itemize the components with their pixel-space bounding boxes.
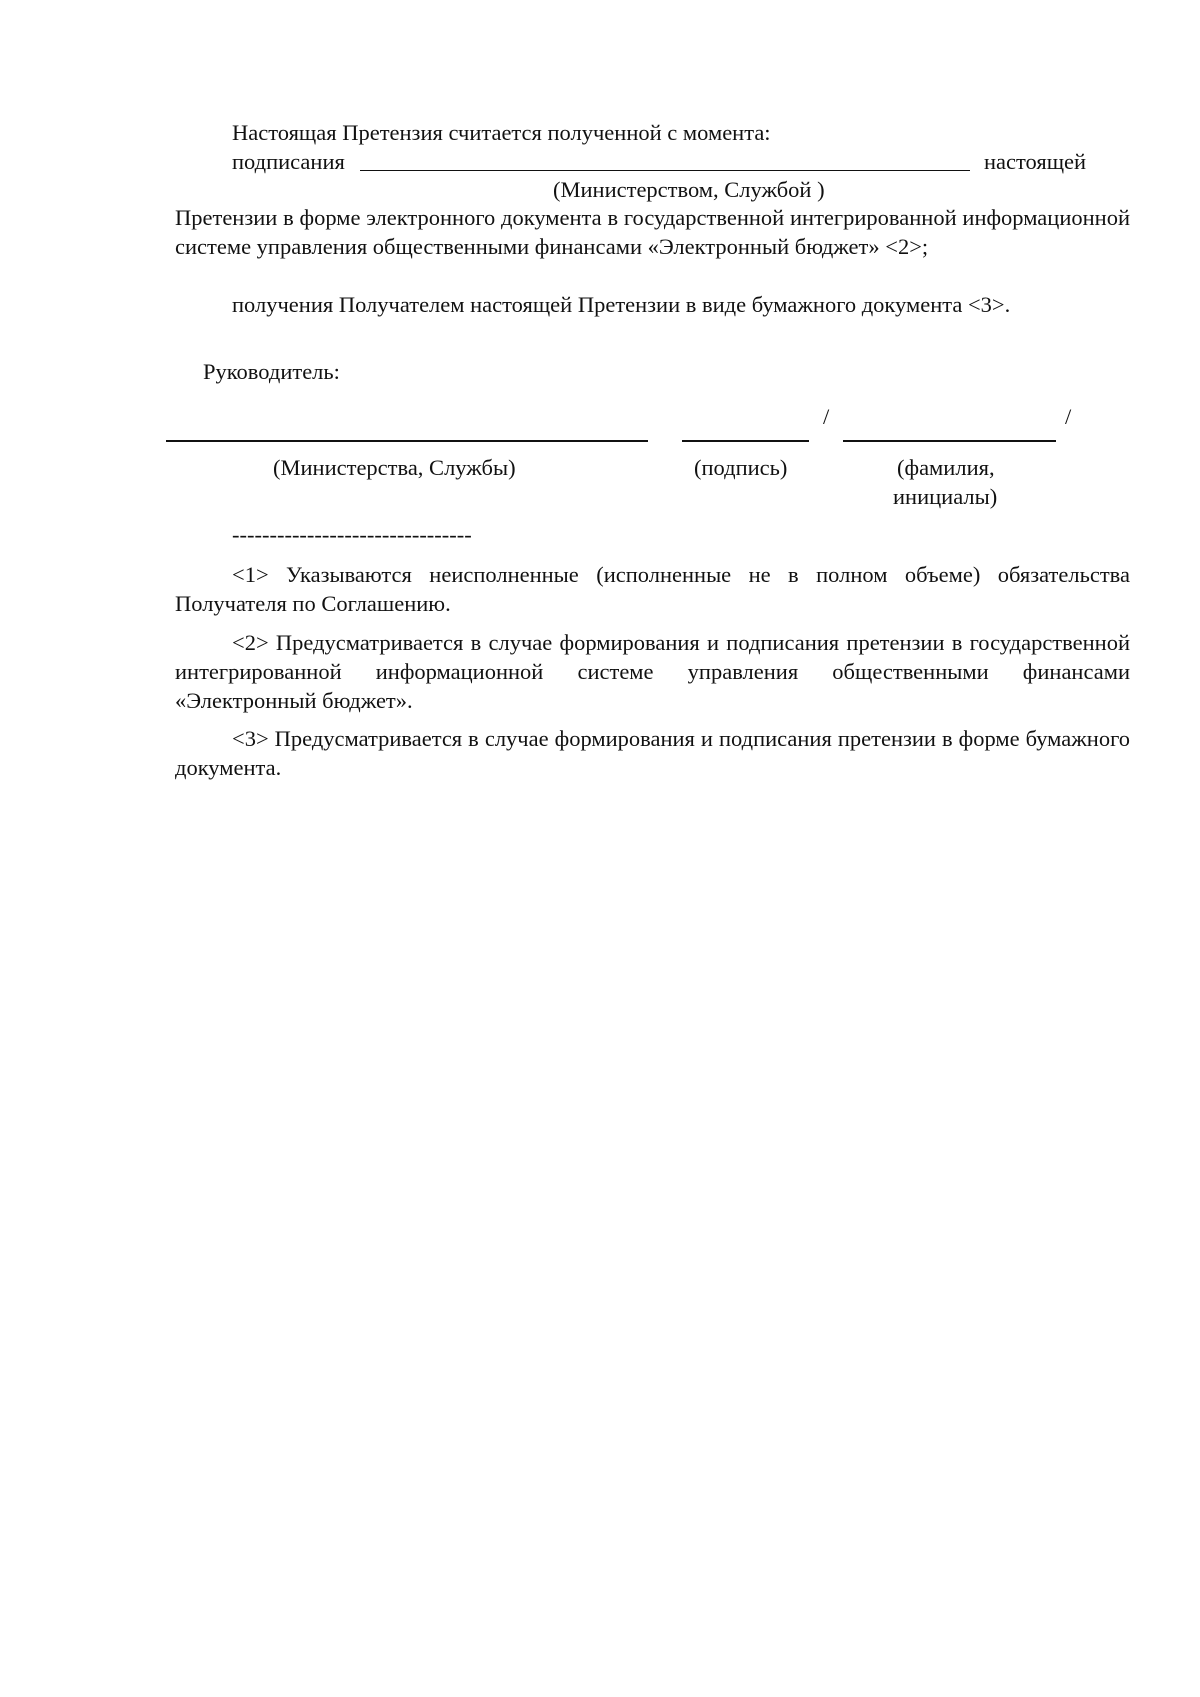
signing-hint: (Министерством, Службой ) — [553, 177, 825, 202]
slash-separator-2: / — [1065, 404, 1072, 429]
name-caption-line1: (фамилия, — [897, 455, 995, 480]
footnote-3: <3> Предусматривается в случае формирования и подписания претензии в форме бумажного документа. — [175, 726, 1130, 780]
signing-continuation: Претензии в форме электронного документа в государственной интегрированной информационной системе управления общественными финансами «Электронный бюджет» <2>; — [175, 205, 1130, 259]
name-caption-line2: инициалы) — [893, 484, 998, 509]
receipt-clause: получения Получателем настоящей Претензии в виде бумажного документа <3>. — [232, 292, 1011, 317]
footnote-separator: -------------------------------- — [232, 522, 472, 547]
claim-intro: Настоящая Претензия считается полученной с момента: — [232, 120, 771, 145]
footnote-1: <1> Указываются неисполненные (исполненные не в полном объеме) обязательства Получателя по Соглашению. — [175, 562, 1130, 616]
slash-separator-1: / — [823, 404, 830, 429]
signing-label: подписания — [232, 149, 345, 174]
signing-tail: настоящей — [984, 149, 1087, 174]
footnote-2: <2> Предусматривается в случае формирования и подписания претензии в государственной интегрированной информационной системе управления общественными финансами «Электронный бюджет». — [175, 630, 1130, 713]
head-label: Руководитель: — [203, 359, 340, 384]
org-caption: (Министерства, Службы) — [273, 455, 516, 480]
org-signature-line — [166, 440, 648, 442]
sign-caption: (подпись) — [694, 455, 788, 480]
name-line — [843, 440, 1056, 442]
signing-blank-line — [360, 170, 970, 171]
sign-line — [682, 440, 809, 442]
